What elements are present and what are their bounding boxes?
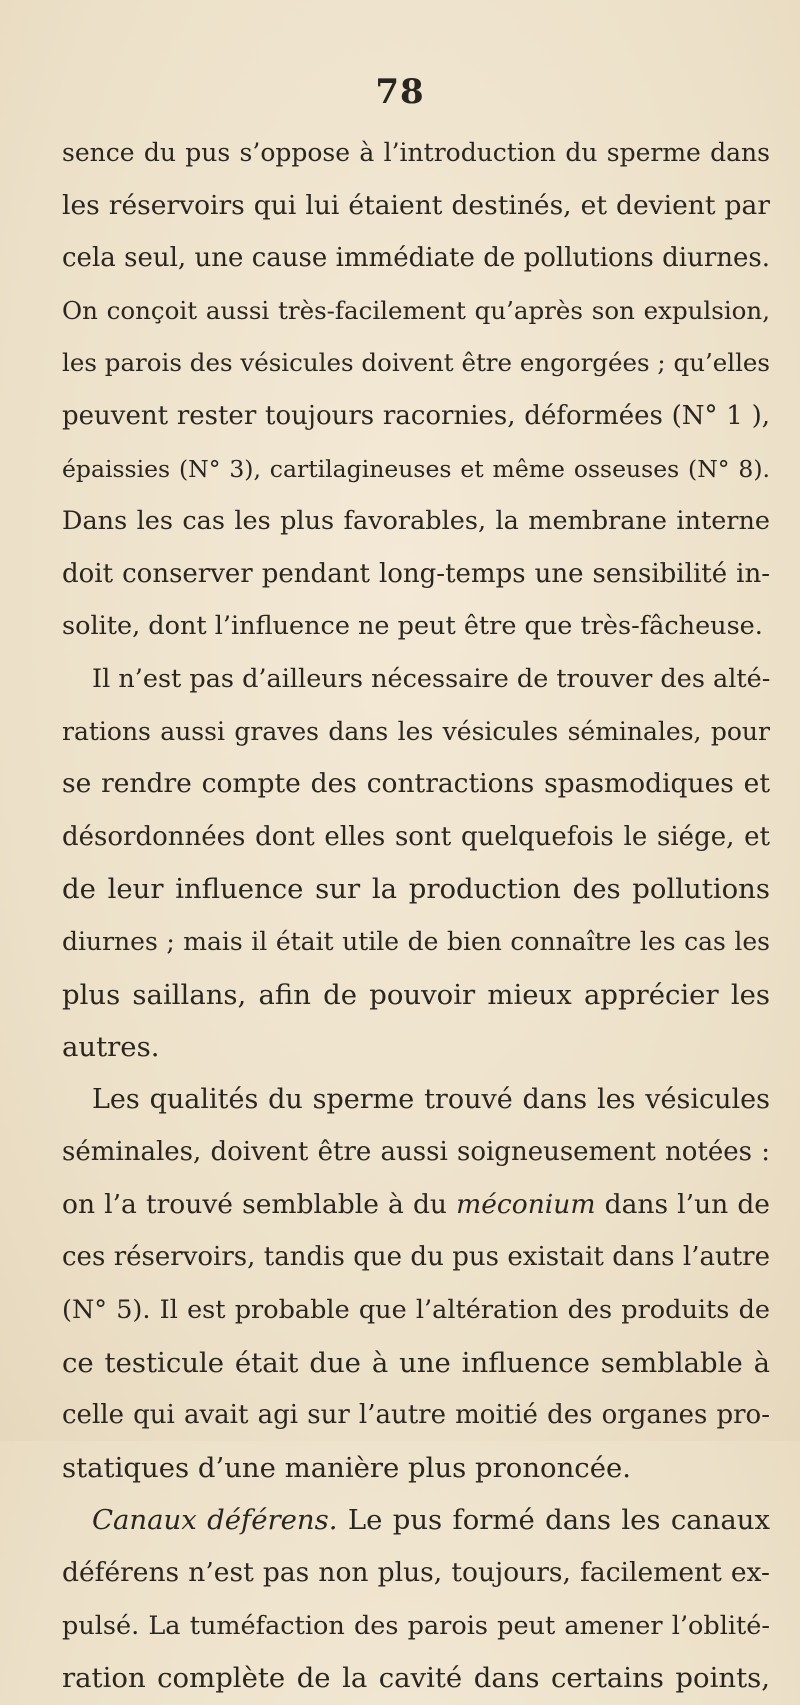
italic-heading: Canaux déférens. — [92, 1504, 338, 1537]
text-line: solite, dont l’influence ne peut être que très-fâcheuse. — [62, 611, 763, 642]
text-line: plus saillans, afin de pouvoir mieux apprécier les — [62, 978, 770, 1011]
text-line: désordonnées dont elles sont quelquefois le siége, et — [62, 821, 770, 852]
text-line: pulsé. La tuméfaction des parois peut amener l’oblité- — [62, 1610, 770, 1641]
text-line: cela seul, une cause immédiate de pollutions diurnes. — [62, 243, 770, 274]
text-line: statiques d’une manière plus prononcée. — [62, 1451, 631, 1484]
text-line: peuvent rester toujours racornies, déformées (N° 1 ), — [62, 400, 770, 431]
text-segment: on l’a trouvé semblable à du — [62, 1188, 457, 1220]
text-line: épaissies (N° 3), cartilagineuses et même osseuses (N° 8). — [62, 454, 770, 483]
text-line: déférens n’est pas non plus, toujours, facilement ex- — [62, 1557, 770, 1589]
text-line: se rendre compte des contractions spasmodiques et — [62, 768, 770, 800]
paragraph-start-line: Il n’est pas d’ailleurs nécessaire de trouver des alté- — [92, 663, 770, 694]
paragraph-start-line: Les qualités du sperme trouvé dans les vésicules — [92, 1083, 770, 1115]
body-text — [62, 127, 770, 1705]
text-line: On conçoit aussi très-facilement qu’après son expulsion, — [62, 295, 770, 325]
text-line: (N° 5). Il est probable que l’altération des produits de — [62, 1295, 770, 1326]
text-line: autres. — [62, 1031, 160, 1064]
text-line: doit conserver pendant long-temps une sensibilité in- — [62, 558, 770, 589]
section-heading-line — [62, 1494, 770, 1547]
text-line: Dans les cas les plus favorables, la membrane interne — [62, 506, 770, 537]
text-line: les réservoirs qui lui étaient destinés, et devient par — [62, 189, 770, 221]
italic-term: méconium — [456, 1188, 596, 1220]
text-line: ration complète de la cavité dans certains points, — [62, 1662, 770, 1695]
text-line: celle qui avait agi sur l’autre moitié des organes pro- — [62, 1400, 770, 1431]
text-line: de leur influence sur la production des pollutions — [62, 873, 770, 906]
text-line: ces réservoirs, tandis que du pus existait dans l’autre — [62, 1242, 770, 1273]
text-line — [62, 1179, 770, 1232]
text-line: sence du pus s’oppose à l’introduction du sperme dans — [62, 138, 770, 167]
text-segment: Le pus formé dans les canaux — [337, 1504, 770, 1537]
page-number: 78 — [375, 72, 425, 112]
text-line: rations aussi graves dans les vésicules séminales, pour — [62, 716, 770, 746]
text-line: diurnes ; mais il était utile de bien connaître les cas les — [62, 926, 770, 956]
text-line: ce testicule était due à une influence semblable à — [62, 1346, 770, 1379]
text-segment: dans l’un de — [595, 1188, 770, 1220]
text-line: les parois des vésicules doivent être engorgées ; qu’elles — [62, 348, 770, 378]
text-line: séminales, doivent être aussi soigneusement notées : — [62, 1137, 770, 1168]
